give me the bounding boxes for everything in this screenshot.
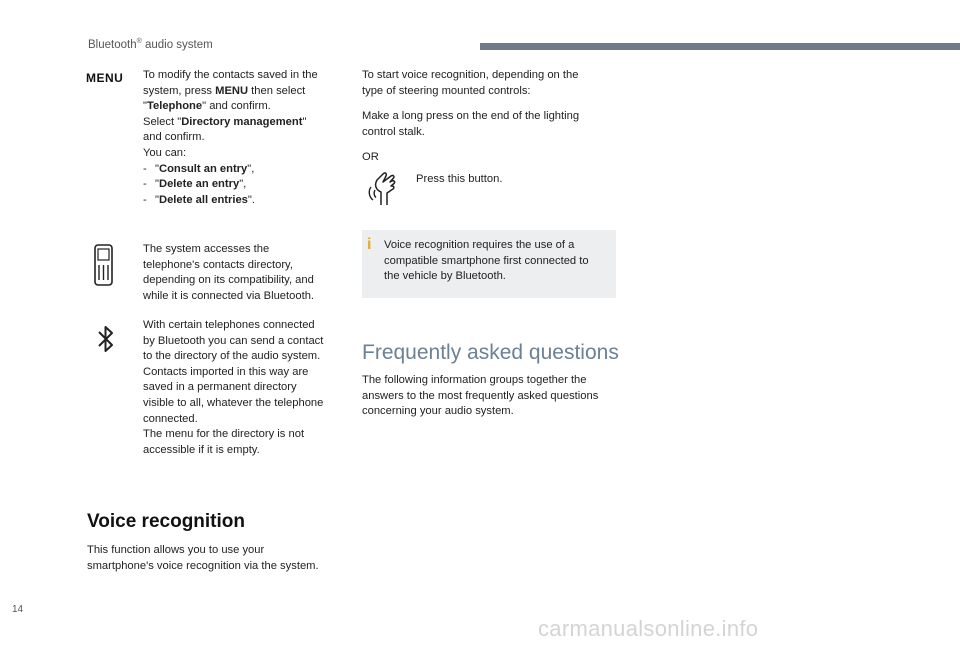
contacts-paragraph: To modify the contacts saved in the system, press MENU then select "Telephone" and confirm. Select "Directory management" and confirm. You can: - "Consult an entry", - "Delete an entry", - "Delete all entries". <box>143 68 353 208</box>
header-bar <box>480 43 960 50</box>
voice-recognition-heading: Voice recognition <box>87 511 246 532</box>
stalk-paragraph: Make a long press on the end of the lighting control stalk. <box>362 110 580 138</box>
list-item: - "Delete all entries". <box>143 193 255 206</box>
or-label: OR <box>362 151 379 163</box>
list-item: - "Delete an entry", <box>143 178 247 191</box>
list-item: - "Consult an entry", <box>143 162 255 175</box>
phone-paragraph: The system accesses the telephone's contacts directory, depending on its compatibility, and while it is connected via Bluetooth. <box>143 243 315 302</box>
faq-heading: Frequently asked questions <box>362 341 619 364</box>
faq-paragraph: The following information groups together the answers to the most frequently asked questions concerning your audio system. <box>362 374 599 418</box>
phone-icon <box>93 244 115 293</box>
press-button-label: Press this button. <box>416 173 503 185</box>
page-number: 14 <box>12 604 24 615</box>
info-paragraph: Voice recognition requires the use of a compatible smartphone first connected to the vehicle by Bluetooth. <box>384 239 589 283</box>
voice-paragraph: This function allows you to use your smartphone's voice recognition via the system. <box>87 544 319 572</box>
watermark: carmanualsonline.info <box>538 616 759 641</box>
voice-hand-icon <box>366 170 402 213</box>
info-icon: i <box>367 236 372 253</box>
bluetooth-icon <box>97 325 115 358</box>
bluetooth-paragraph: With certain telephones connected by Bluetooth you can send a contact to the directory of the audio system. Contacts imported in this way are saved in a permanent directory visible to all, whatever the telephone connected. The menu for the directory is not accessible if it is empty. <box>143 319 324 456</box>
menu-icon: MENU <box>86 71 124 85</box>
start-paragraph: To start voice recognition, depending on the type of steering mounted controls: <box>362 69 579 97</box>
running-header: Bluetooth® audio system <box>88 38 213 51</box>
